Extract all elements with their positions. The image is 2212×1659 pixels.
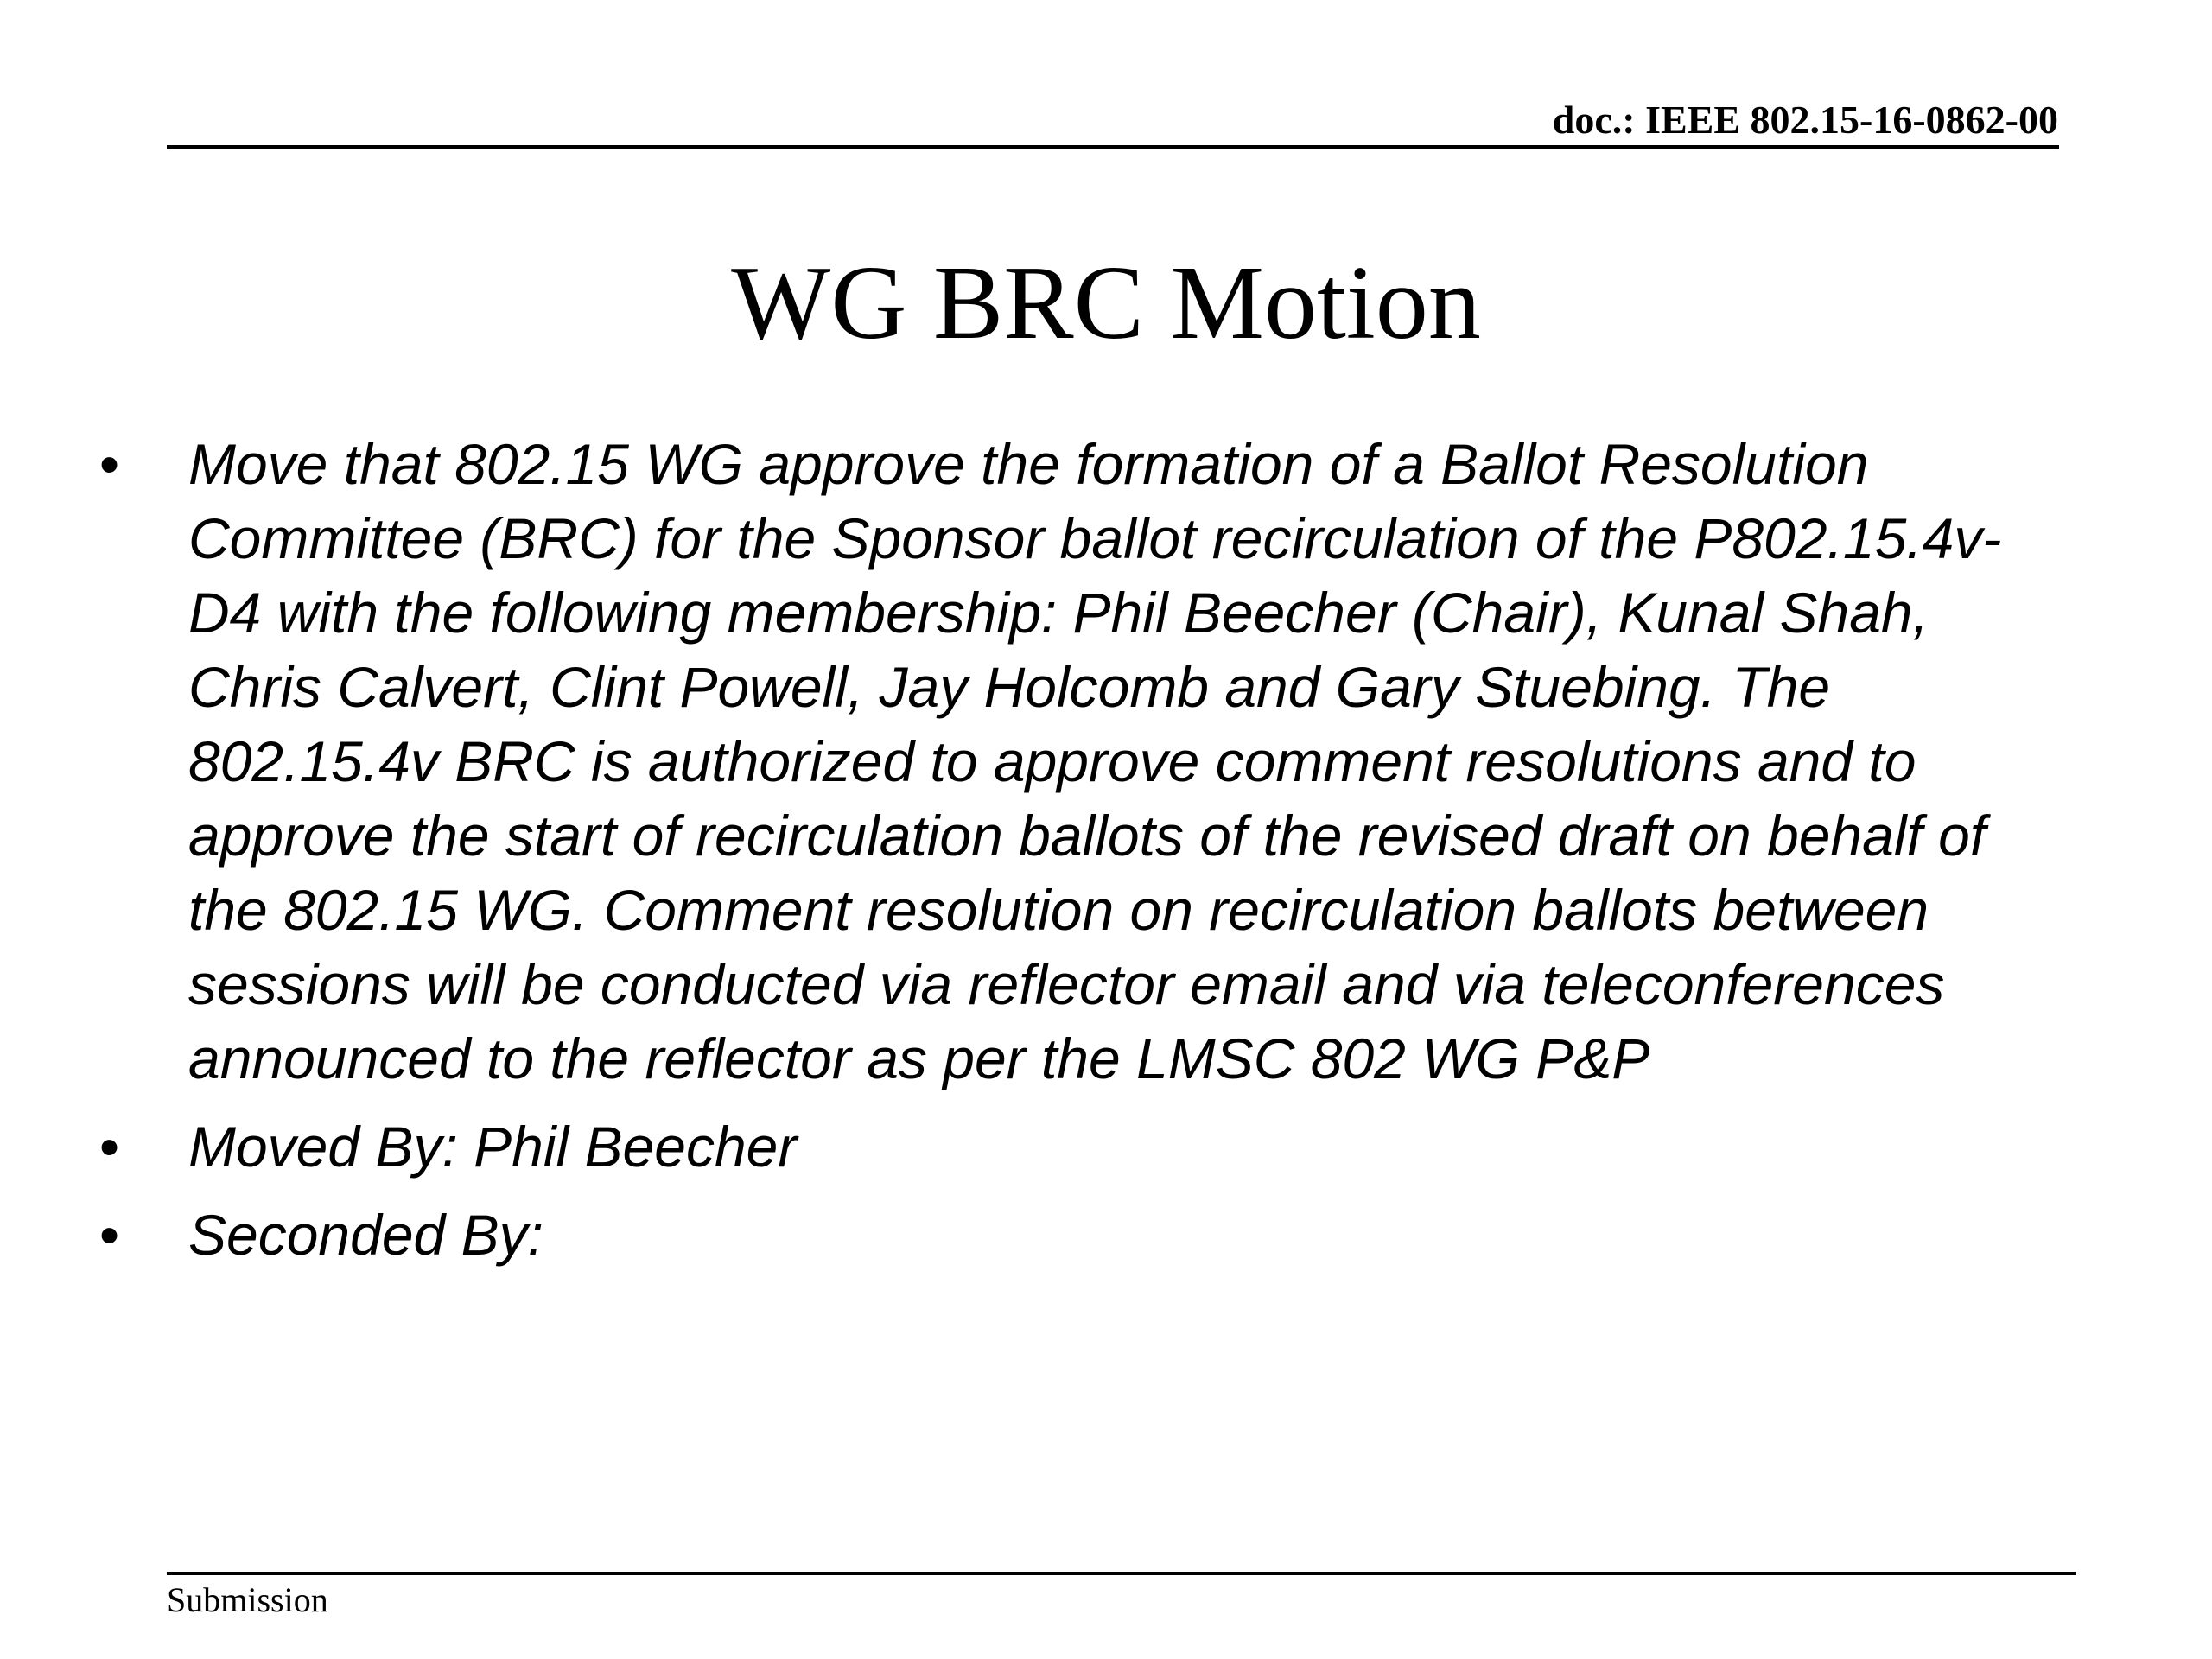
motion-line: announced to the reflector as per the LMSC 802 WG P&P <box>188 1027 1650 1090</box>
motion-line: D4 with the following membership: Phil Beecher (Chair), Kunal Shah, <box>188 581 1929 645</box>
motion-line: Chris Calvert, Clint Powell, Jay Holcomb and Gary Stuebing. The <box>188 655 1831 719</box>
seconded-by-text: Seconded By: <box>188 1203 543 1267</box>
slide-title: WG BRC Motion <box>731 245 1481 361</box>
bullet-moved-by <box>99 1109 2190 1184</box>
footer-divider <box>167 1572 2076 1575</box>
document-id: doc.: IEEE 802.15-16-0862-00 <box>1552 98 2058 142</box>
motion-line: approve the start of recirculation ballots of the revised draft on behalf of <box>188 804 1986 868</box>
motion-line: Committee (BRC) for the Sponsor ballot recirculation of the P802.15.4v- <box>188 506 2002 570</box>
bullet-dot: • <box>99 432 120 496</box>
motion-line: Move that 802.15 WG approve the formation of a Ballot Resolution <box>188 432 1869 496</box>
motion-line: the 802.15 WG. Comment resolution on recirculation ballots between <box>188 878 1929 942</box>
bullet-motion-text <box>99 427 2190 1096</box>
moved-by-text: Moved By: Phil Beecher <box>188 1115 798 1179</box>
bullet-seconded-by <box>99 1198 2190 1272</box>
bullet-dot: • <box>99 1115 120 1179</box>
footer-submission: Submission <box>167 1580 328 1619</box>
header-divider <box>167 145 2059 149</box>
motion-line: sessions will be conducted via reflector email and via teleconferences <box>188 952 1945 1016</box>
bullet-dot: • <box>99 1203 120 1267</box>
bullet-list <box>99 427 2190 1272</box>
motion-line: 802.15.4v BRC is authorized to approve comment resolutions and to <box>188 729 1916 793</box>
